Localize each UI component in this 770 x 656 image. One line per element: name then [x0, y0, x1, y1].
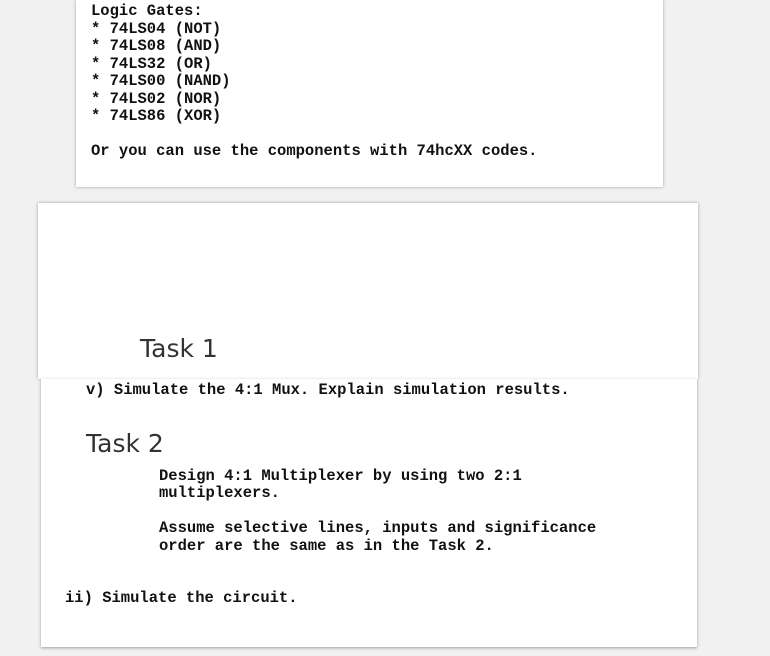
task2-card — [41, 379, 697, 647]
task2-assume-line2: order are the same as in the Task 2. — [159, 537, 494, 555]
task2-design-line1: Design 4:1 Multiplexer by using two 2:1 — [159, 467, 522, 485]
logic-gates-card — [76, 0, 663, 187]
gate-item-nand: * 74LS00 (NAND) — [91, 72, 231, 90]
task2-simulate-item: ii) Simulate the circuit. — [65, 589, 298, 607]
gate-item-or: * 74LS32 (OR) — [91, 55, 212, 73]
gate-item-nor: * 74LS02 (NOR) — [91, 90, 222, 108]
task2-design-line2: multiplexers. — [159, 484, 280, 502]
gate-item-not: * 74LS04 (NOT) — [91, 20, 222, 38]
gate-item-and: * 74LS08 (AND) — [91, 37, 222, 55]
components-note: Or you can use the components with 74hcXX codes. — [91, 142, 538, 160]
logic-gates-heading: Logic Gates: — [91, 2, 203, 20]
task2-title: Task 2 — [86, 429, 164, 458]
gate-item-xor: * 74LS86 (XOR) — [91, 107, 222, 125]
task1-simulate-item: v) Simulate the 4:1 Mux. Explain simulation results. — [86, 381, 570, 399]
task1-card — [38, 203, 698, 379]
task2-assume-line1: Assume selective lines, inputs and significance — [159, 519, 597, 537]
task1-title: Task 1 — [140, 334, 218, 363]
